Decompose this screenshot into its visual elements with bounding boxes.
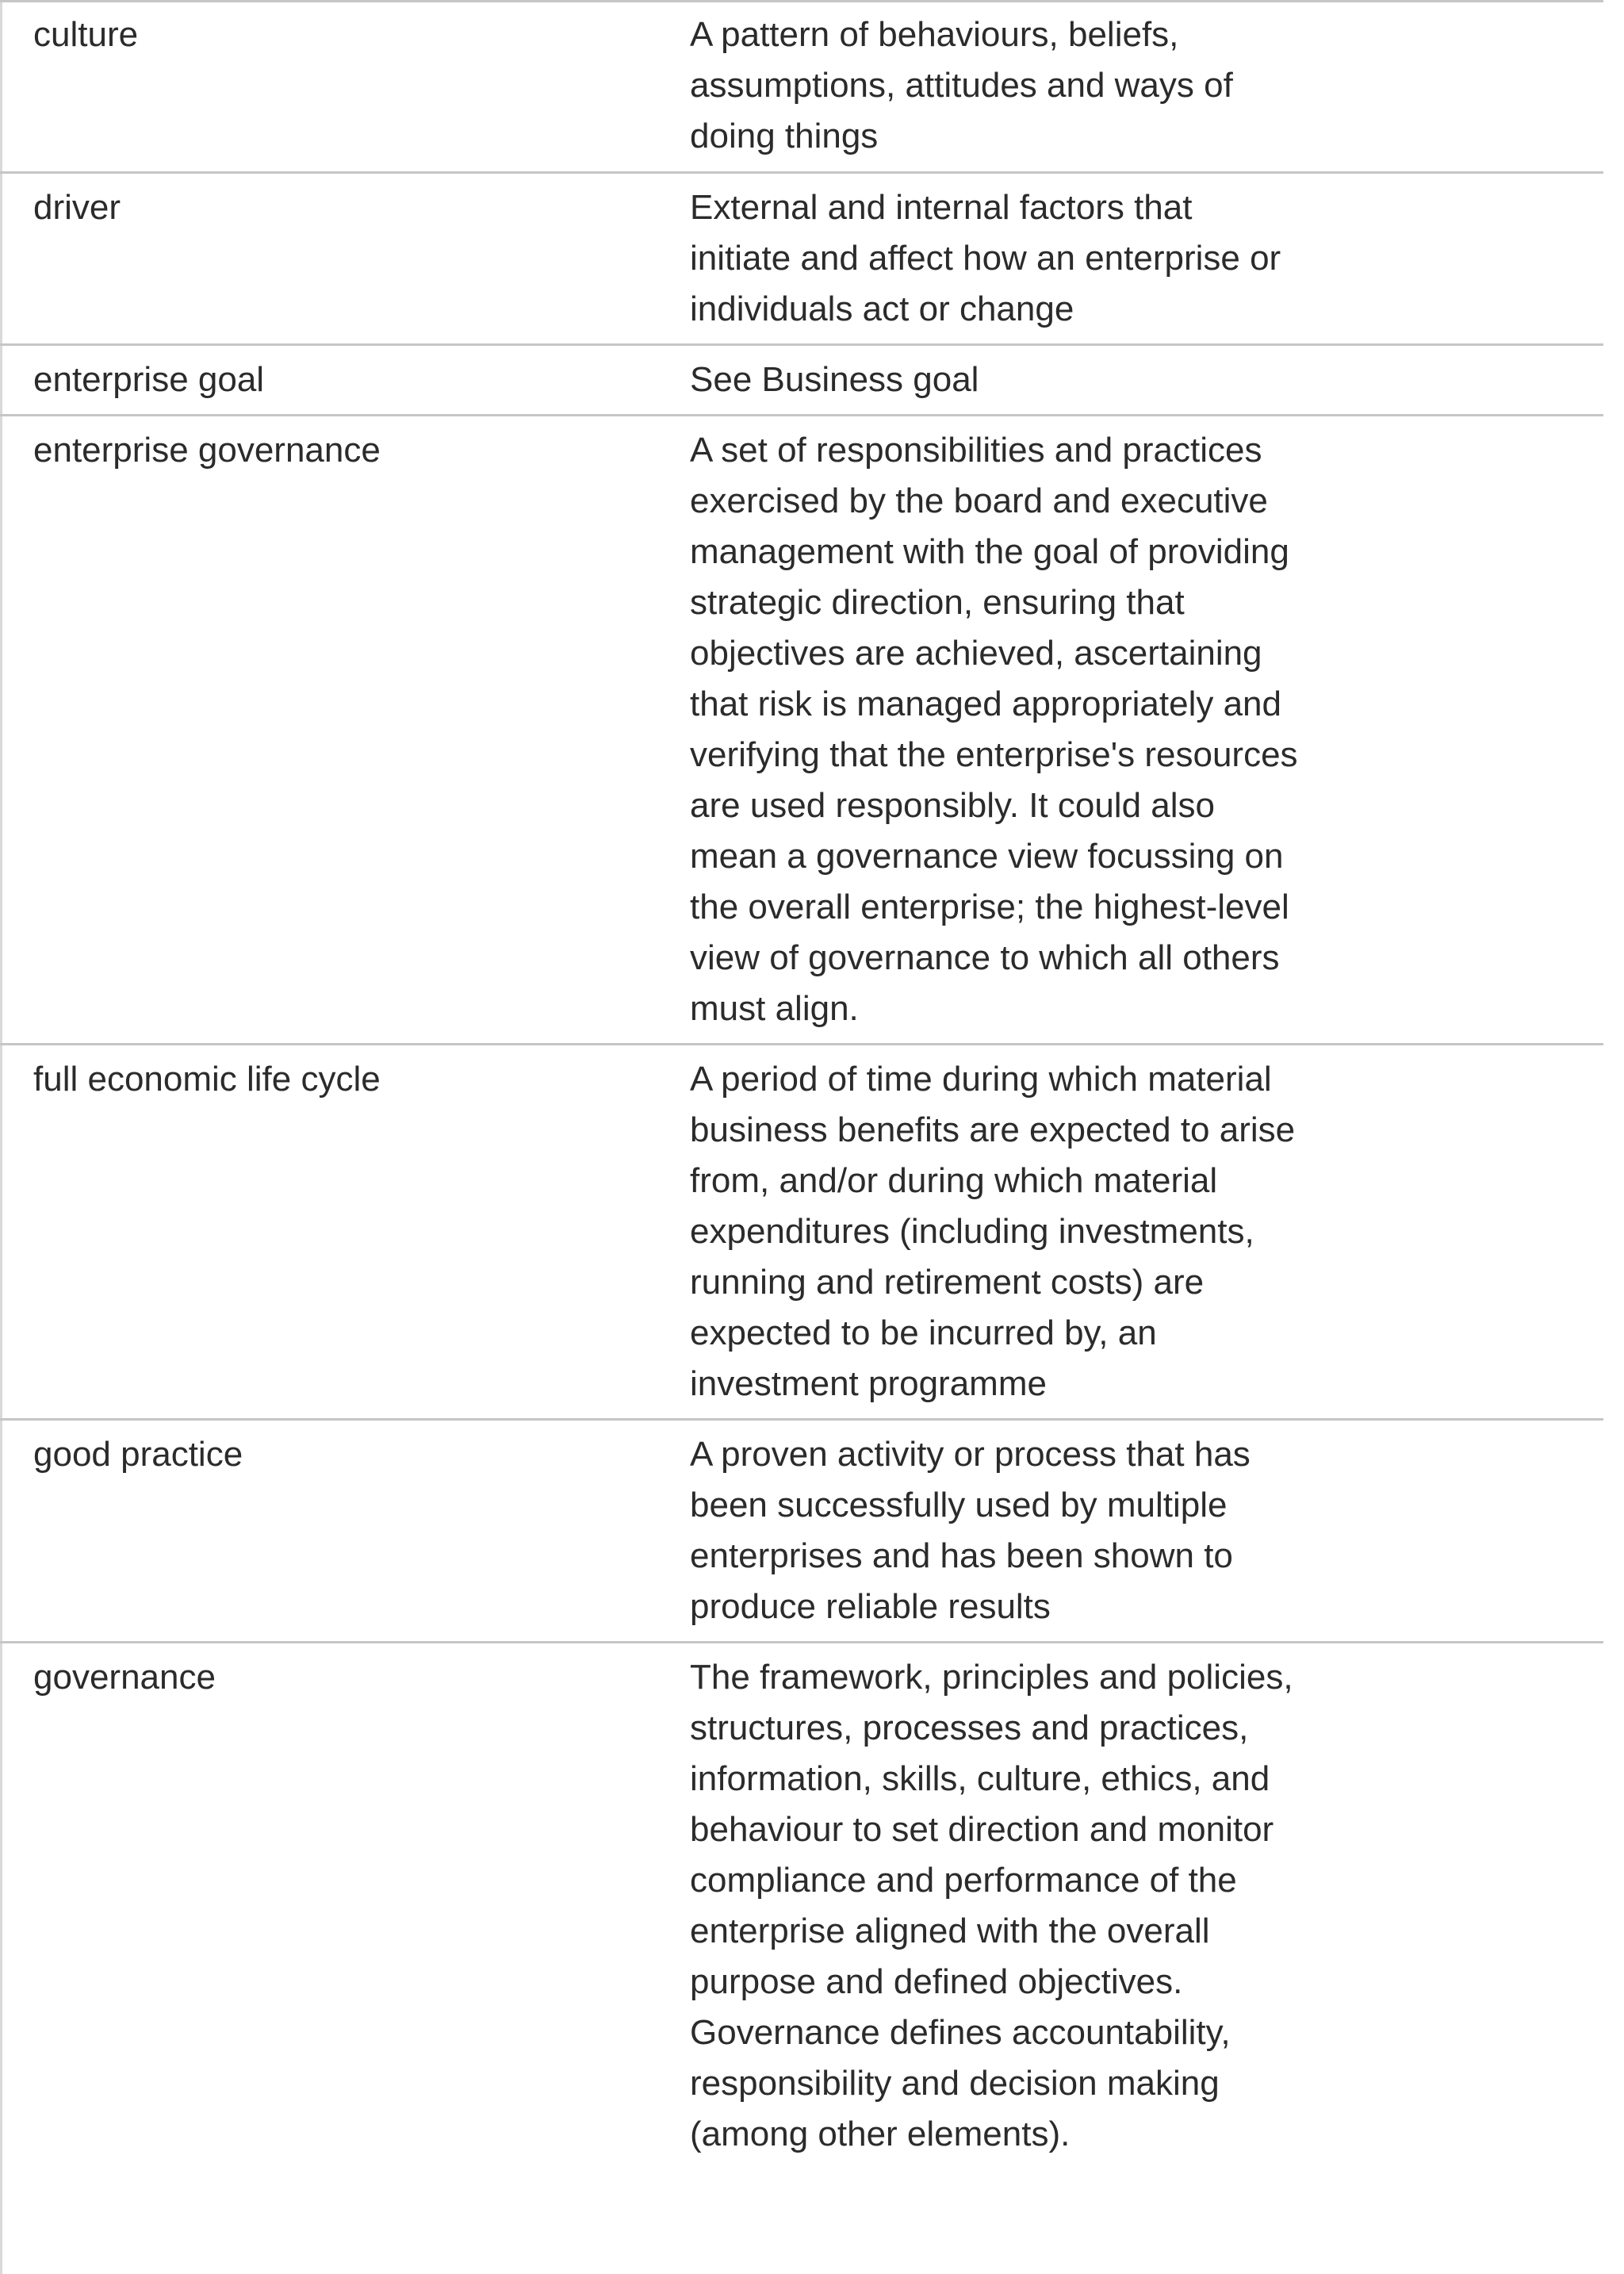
definition-line: produce reliable results [690,1587,1051,1626]
glossary-definition [690,355,1603,405]
definition-line: information, skills, culture, ethics, and [690,1759,1270,1798]
definition-line: Governance defines accountability, [690,2013,1231,2052]
definition-line: See Business goal [690,360,979,399]
glossary-definition [690,1652,1603,2160]
glossary-term: culture [33,15,139,54]
definition-line: doing things [690,117,879,155]
definition-line: compliance and performance of the [690,1861,1237,1900]
definition-line: objectives are achieved, ascertaining [690,634,1262,673]
glossary-row [0,174,1603,346]
definition-line: assumptions, attitudes and ways of [690,66,1233,105]
definition-line: initiate and affect how an enterprise or [690,239,1281,278]
definition-line: enterprises and has been shown to [690,1536,1233,1575]
glossary-row [0,2,1603,174]
glossary-definition [690,1429,1603,1632]
definition-line: the overall enterprise; the highest-level [690,888,1289,926]
definition-line: A period of time during which material [690,1060,1272,1099]
definition-line: External and internal factors that [690,188,1193,227]
definition-line: are used responsibly. It could also [690,786,1215,825]
glossary-row [0,1643,1603,2231]
glossary-term: full economic life cycle [33,1060,381,1099]
glossary-term: governance [33,1658,216,1697]
definition-line: A set of responsibilities and practices [690,431,1262,470]
definition-line: business benefits are expected to arise [690,1110,1296,1149]
definition-line: purpose and defined objectives. [690,1962,1183,2001]
definition-line: A proven activity or process that has [690,1435,1251,1474]
glossary-row [0,346,1603,416]
definition-line: A pattern of behaviours, beliefs, [690,15,1179,54]
definition-line: enterprise aligned with the overall [690,1912,1210,1950]
definition-line: exercised by the board and executive [690,481,1268,520]
definition-line: verifying that the enterprise's resources [690,735,1298,774]
definition-line: been successfully used by multiple [690,1486,1228,1524]
definition-line: expected to be incurred by, an [690,1313,1157,1352]
definition-line: mean a governance view focussing on [690,837,1284,876]
glossary-row [0,1421,1603,1643]
glossary-term: driver [33,188,121,227]
definition-line: must align. [690,989,859,1028]
glossary-definition [690,425,1603,1034]
definition-line: structures, processes and practices, [690,1708,1249,1747]
definition-line: management with the goal of providing [690,532,1289,571]
glossary-term: good practice [33,1435,243,1474]
glossary-definition [690,10,1603,162]
definition-line: strategic direction, ensuring that [690,583,1185,622]
glossary-definition [690,182,1603,335]
definition-line: view of governance to which all others [690,938,1280,977]
glossary-definition [690,1054,1603,1409]
glossary-term: enterprise goal [33,360,265,399]
definition-line: (among other elements). [690,2115,1071,2153]
definition-line: responsibility and decision making [690,2064,1220,2103]
definition-line: that risk is managed appropriately and [690,685,1281,723]
definition-line: running and retirement costs) are [690,1263,1205,1302]
glossary-term: enterprise governance [33,431,381,470]
glossary-row [0,1045,1603,1421]
definition-line: behaviour to set direction and monitor [690,1810,1274,1849]
definition-line: The framework, principles and policies, [690,1658,1293,1697]
glossary-row [0,416,1603,1045]
definition-line: from, and/or during which material [690,1161,1218,1200]
definition-line: individuals act or change [690,290,1074,328]
definition-line: investment programme [690,1364,1047,1403]
definition-line: expenditures (including investments, [690,1212,1254,1251]
